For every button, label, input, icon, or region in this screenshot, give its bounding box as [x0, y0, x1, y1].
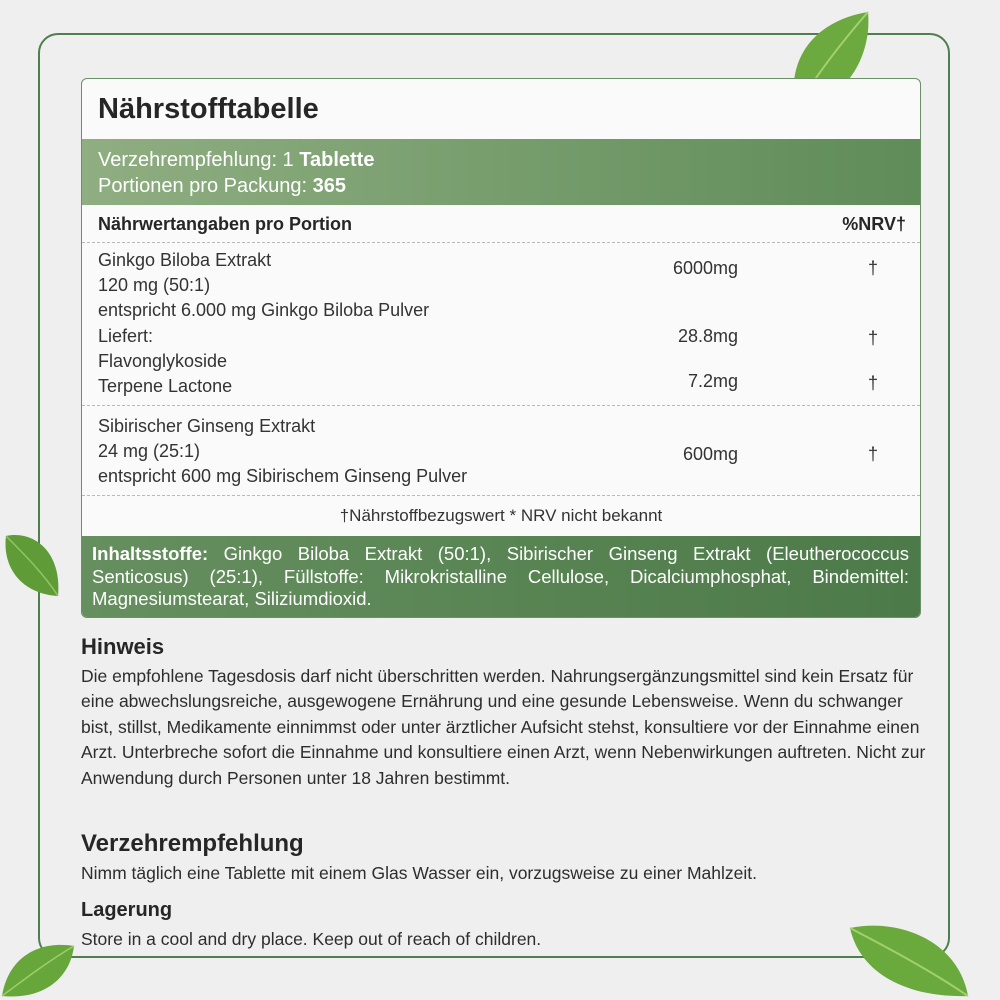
terpene-nrv: † — [867, 373, 878, 393]
hinweis-text: Die empfohlene Tagesdosis darf nicht überschritten werden. Nahrungsergänzungsmittel sind kein Ersatz für eine abwechslungsreiche, ausgewogene Ernährung und eine gesunde Lebensweise. Wenn du schwanger bist, stillst, Medikamente einnimmst oder unter ärztlicher Aufsicht stehst, konsultiere vor der Einnahme einen Arzt. Unterbreche sofort die Einnahme und konsultiere einen Arzt, wenn Nebenwirkungen auftreten. Nicht zur Anwendung durch Personen unter 18 Jahren bestimmt. — [81, 666, 926, 788]
ginseng-name: Sibirischer Ginseng Extrakt — [98, 416, 316, 436]
ginkgo-nrv: † — [867, 258, 878, 278]
ginseng-amount: 600mg — [682, 444, 738, 464]
terpene-label: Terpene Lactone — [98, 376, 233, 396]
header-nrv: %NRV† — [842, 214, 906, 234]
ingredients-label: Inhaltsstoffe: — [92, 543, 209, 564]
serving-band — [82, 139, 920, 205]
flavon-amount: 28.8mg — [677, 326, 738, 346]
nrv-footnote: †Nährstoffbezugswert * NRV nicht bekannt — [339, 506, 663, 525]
hinweis-heading: Hinweis — [81, 634, 165, 659]
verzehr-text: Nimm täglich eine Tablette mit einem Glas Wasser ein, vorzugsweise zu einer Mahlzeit. — [81, 863, 757, 883]
ginkgo-name: Ginkgo Biloba Extrakt — [98, 250, 272, 270]
ginkgo-row — [82, 243, 920, 318]
leaf-icon — [0, 528, 66, 600]
ginkgo-amount: 6000mg — [672, 258, 738, 278]
ginseng-dose: 24 mg (25:1) — [98, 441, 201, 461]
ingredients-band — [82, 536, 920, 618]
table-title: Nährstofftabelle — [98, 93, 319, 125]
supplies-row — [82, 318, 920, 406]
flavon-label: Flavonglykoside — [98, 351, 228, 371]
ginseng-equivalent: entspricht 600 mg Sibirischem Ginseng Pulver — [98, 466, 468, 486]
portions-per-pack: Portionen pro Packung: 365 — [98, 175, 346, 197]
ginseng-row — [82, 406, 920, 496]
verzehr-heading: Verzehrempfehlung — [81, 830, 304, 857]
supplies-label: Liefert: — [98, 326, 154, 346]
ginkgo-dose: 120 mg (50:1) — [98, 275, 211, 295]
serving-recommendation: Verzehrempfehlung: 1 Tablette — [98, 149, 375, 171]
terpene-amount: 7.2mg — [687, 371, 738, 391]
leaf-icon — [0, 936, 76, 1000]
nutrition-table — [81, 78, 921, 618]
ginseng-nrv: † — [867, 444, 878, 464]
header-nutrients: Nährwertangaben pro Portion — [98, 214, 353, 234]
lagerung-heading: Lagerung — [81, 899, 173, 921]
flavon-nrv: † — [867, 328, 878, 348]
ginkgo-equivalent: entspricht 6.000 mg Ginkgo Biloba Pulver — [98, 300, 430, 320]
lagerung-text: Store in a cool and dry place. Keep out of reach of children. — [81, 929, 542, 949]
table-header — [82, 205, 920, 243]
ingredients-text: Ginkgo Biloba Extrakt (50:1), Sibirischer Ginseng Extrakt (Eleutherococcus Senticosus) (25:1), Füllstoffe: Mikrokristalline Cellulose, Dicalciumphosphat, Bindemittel: Magnesiumstearat, Siliziumdioxid. — [92, 543, 909, 609]
